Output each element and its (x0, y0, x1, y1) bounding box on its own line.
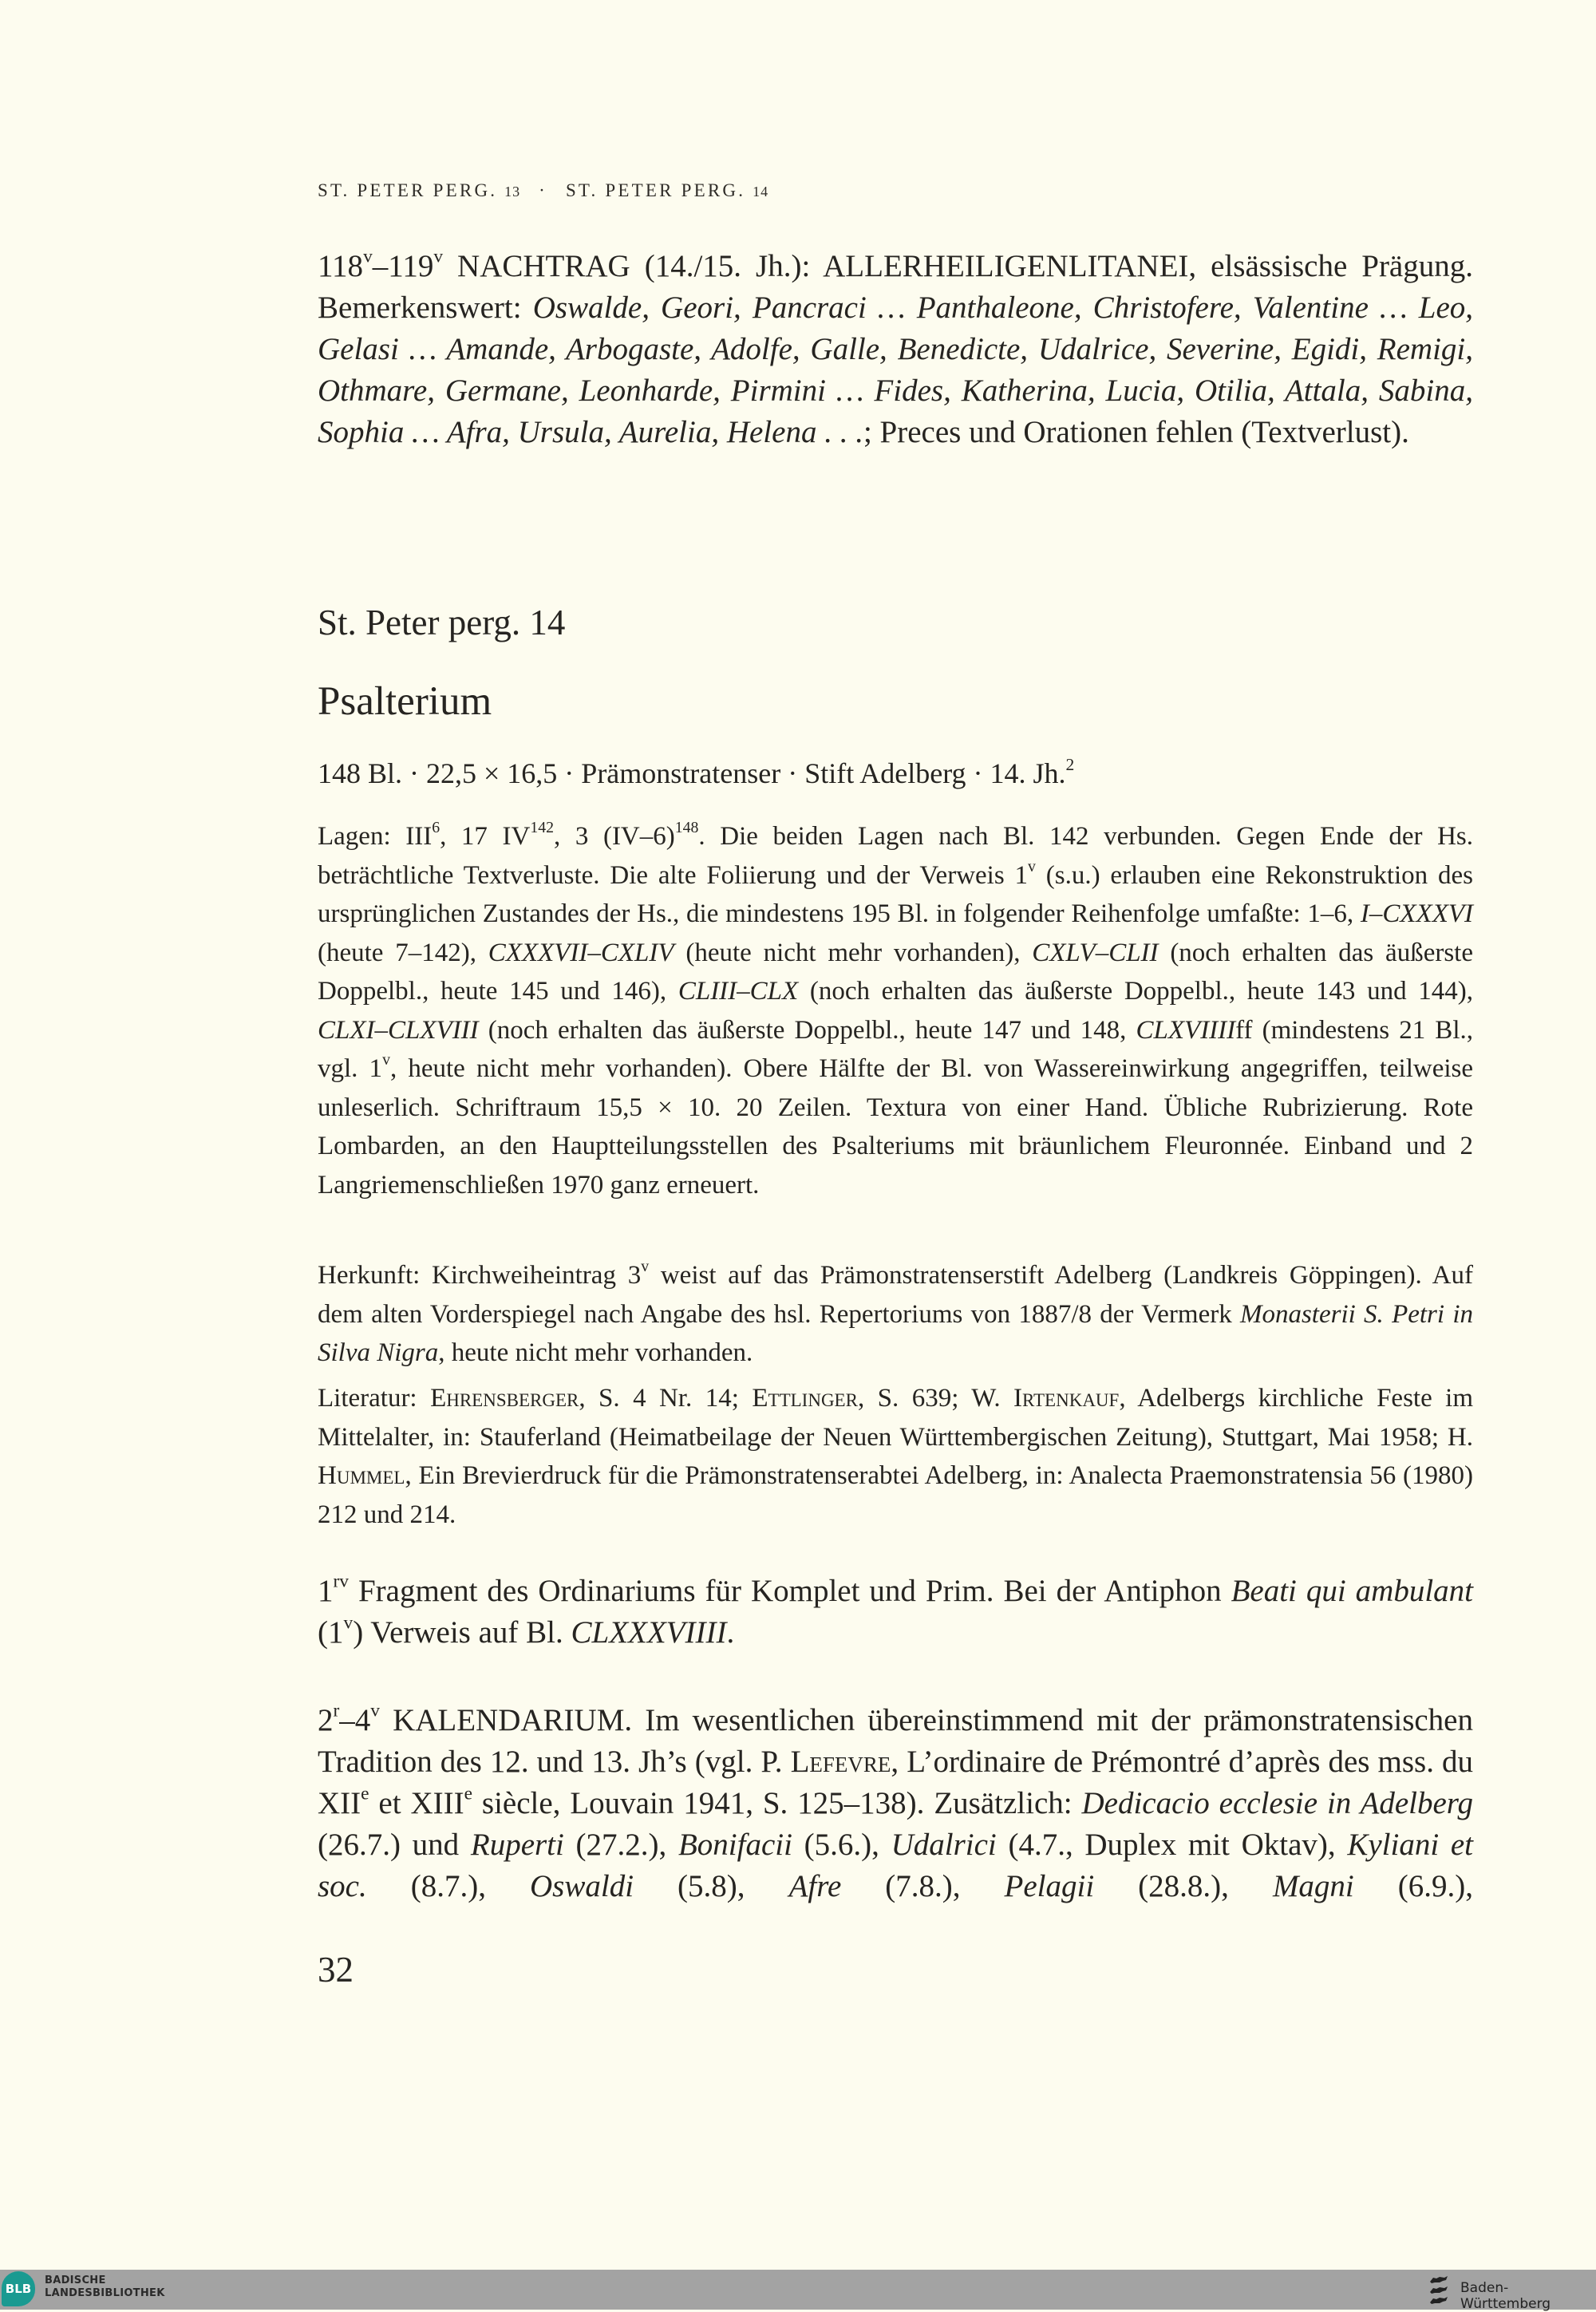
text-run: (5.8), (634, 1869, 789, 1903)
footnote-marker[interactable]: 2 (1065, 754, 1075, 774)
feast-name: Oswaldi (530, 1869, 634, 1903)
three-lions-coat-of-arms-icon (1428, 2274, 1449, 2306)
text-run: (noch erhalten das äußerste Doppelbl., heute 145 und 146), (318, 938, 1473, 1006)
herkunft-paragraph (318, 1256, 1473, 1373)
superscript: rv (333, 1571, 349, 1592)
text-run: (noch erhalten das äußerste Doppelbl., heute 143 und 144), (798, 977, 1473, 1006)
blb-logo-icon[interactable]: BLB (2, 2271, 35, 2306)
author-name: Ehrensberger (430, 1384, 579, 1413)
literatur-paragraph (318, 1379, 1473, 1534)
feast-name: Ruperti (470, 1828, 564, 1862)
page-number: 32 (318, 1950, 354, 1990)
roman-foliation: CLXVIIII (1136, 1015, 1236, 1045)
library-name-line2: LANDESBIBLIOTHEK (45, 2287, 165, 2299)
feast-name: Dedicacio ecclesie in Adelberg (1081, 1786, 1473, 1820)
feast-name: Pelagii (1004, 1869, 1095, 1903)
text-run: ) Verweis auf Bl. (353, 1615, 571, 1650)
folio-ref: 118 (318, 249, 364, 283)
author-name: Lefevre (790, 1745, 891, 1779)
manuscript-title: Psalterium (318, 679, 492, 724)
metadata-text: 148 Bl. · 22,5 × 16,5 · Prämonstratenser · Stift Adelberg · 14. Jh. (318, 757, 1066, 789)
text-run: , Adelbergs kirchliche Feste im Mittelalter, in: Stauferland (Heimatbeilage der Neuen Württembergischen Zeitung), Stuttgart, Mai 1958; H. (318, 1384, 1474, 1452)
viewer-footer-bar (0, 2270, 1596, 2310)
running-head-right: ST. PETER PERG. (565, 180, 746, 200)
manuscript-signature: St. Peter perg. 14 (318, 603, 566, 642)
nachtrag-paragraph (318, 246, 1473, 453)
kalendarium-paragraph (318, 1700, 1473, 1907)
feast-name: Magni (1272, 1869, 1354, 1903)
author-name: Irtenkauf (1013, 1384, 1120, 1413)
folio-ref: –4 (339, 1703, 371, 1737)
text-run: , 3 (IV–6) (554, 822, 675, 851)
superscript: v (1028, 857, 1036, 875)
text-run: , S. 4 Nr. 14; (579, 1384, 753, 1413)
folio-ref: –119 (372, 249, 434, 283)
superscript: e (361, 1783, 369, 1804)
superscript: v (641, 1258, 650, 1276)
antiphon-incipit: Beati qui ambulant (1231, 1574, 1473, 1608)
text-run: , heute nicht mehr vorhanden. (438, 1338, 753, 1367)
saints-list: Oswalde, Geori, Pancraci … Panthaleone, Christofere, Valentine … Leo, Gelasi … Amande, Arbogaste, Adolfe, Galle, Benedicte, Udalrice, Severine, Egidi, Remigi, Othmare, Germane, Leonharde, Pirmini … Fides, Katherina, Lucia, Otilia, Attala, Sabina, Sophia … Afra, Ursula, Aurelia, Helena . . . (318, 290, 1474, 449)
text-run: , heute nicht mehr vorhanden). Obere Hälfte der Bl. von Wassereinwirkung angegriffen, teilweise unleserlich. Schriftraum 15,5 × 10. 20 Zeilen. Textura von einer Hand. Übliche Rubrizierung. Rote Lombarden, an den Hauptteilungsstellen des Psalteriums mit bräunlichem Fleuronnée. Einband und 2 Langriemenschließen 1970 ganz erneuert. (318, 1054, 1473, 1199)
state-name[interactable]: Baden-Württemberg (1460, 2280, 1551, 2312)
nachtrag-intro: NACHTRAG (14./15. Jh.): ALLERHEILIGENLITANEI, elsässische Prägung. Bemerkenswert: (318, 249, 1473, 325)
text-run: , 17 IV (440, 822, 531, 851)
superscript: e (464, 1783, 472, 1804)
roman-foliation: CLXXXVIIII (571, 1615, 727, 1650)
text-run: KALENDARIUM. Im wesentlichen übereinstimmend mit der prämonstratensischen Tradition des 12. und 13. Jh’s (vgl. P. (318, 1703, 1473, 1779)
text-run: et XIII (369, 1786, 464, 1820)
running-head (318, 180, 768, 201)
text-run: , L’ordinaire de Prémontré d’après des mss. du XII (318, 1745, 1474, 1820)
roman-foliation: I–CXXXVI (1360, 899, 1473, 928)
fragment-paragraph (318, 1571, 1473, 1654)
running-head-right-number: 14 (753, 184, 769, 200)
manuscript-metadata (318, 753, 1473, 793)
running-head-left: ST. PETER PERG. (318, 180, 498, 200)
superscript: 6 (432, 819, 440, 837)
feast-name: Bonifacii (678, 1828, 792, 1862)
text-run: . Die beiden Lagen nach Bl. 142 verbunden. Gegen Ende der Hs. beträchtliche Textverluste. Die alte Foliierung und der Verweis 1 (318, 822, 1473, 890)
superscript: 142 (530, 819, 555, 837)
running-head-separator: · (539, 180, 547, 200)
text-run: Fragment des Ordinariums für Komplet und Prim. Bei der Antiphon (349, 1574, 1231, 1608)
superscript: v (370, 1700, 380, 1721)
text-run: Literatur: (318, 1384, 431, 1413)
text-run: Herkunft: Kirchweiheintrag 3 (318, 1261, 642, 1290)
roman-foliation: CLIII–CLX (678, 977, 799, 1006)
text-run: (4.7., Duplex mit Oktav), (996, 1828, 1348, 1862)
text-run: (6.9.), (1353, 1869, 1474, 1903)
text-run: . (726, 1615, 735, 1650)
feast-name: Udalrici (891, 1828, 997, 1862)
text-run: Lagen: III (318, 822, 433, 851)
folio-superscript: v (433, 246, 444, 267)
folio-ref: 2 (318, 1703, 334, 1737)
feast-name: Afre (788, 1869, 842, 1903)
text-run: , Ein Brevierdruck für die Prämonstratenserabtei Adelberg, in: Analecta Praemonstratensia 56 (1980) 212 und 214. (318, 1461, 1473, 1529)
text-run: (27.2.), (563, 1828, 678, 1862)
text-run: (heute nicht mehr vorhanden), (674, 938, 1033, 967)
text-run: ff (mindestens 21 Bl., vgl. 1 (318, 1015, 1473, 1083)
text-run: (5.6.), (792, 1828, 891, 1862)
folio-superscript: v (363, 246, 373, 267)
superscript: v (343, 1612, 354, 1634)
superscript: r (333, 1700, 340, 1721)
running-head-left-number: 13 (504, 184, 521, 200)
superscript: v (382, 1051, 390, 1069)
roman-foliation: CLXI–CLXVIII (318, 1015, 479, 1045)
library-name[interactable] (45, 2274, 165, 2300)
text-run: weist auf das Prämonstratenserstift Adelberg (Landkreis Göppingen). Auf dem alten Vorderspiegel nach Angabe des hsl. Repertoriums von 1887/8 der Vermerk (318, 1261, 1473, 1329)
text-run: (1 (318, 1615, 344, 1650)
text-run: (noch erhalten das äußerste Doppelbl., heute 147 und 148, (478, 1015, 1136, 1045)
feast-name: Kyliani et soc. (318, 1828, 1474, 1903)
author-name: Hummel (318, 1461, 405, 1490)
lions-svg (1428, 2274, 1449, 2306)
nachtrag-tail: ; Preces und Orationen fehlen (Textverlust). (863, 415, 1409, 449)
text-run: (heute 7–142), (318, 938, 488, 967)
library-name-line1: BADISCHE (45, 2274, 106, 2286)
text-run: (8.7.), (366, 1869, 531, 1903)
text-run: (s.u.) erlauben eine Rekonstruktion des ursprünglichen Zustandes der Hs., die mindestens 195 Bl. in folgender Reihenfolge umfaßte: 1–6, (318, 860, 1473, 928)
text-run: (28.8.), (1094, 1869, 1273, 1903)
roman-foliation: CXLV–CLII (1032, 938, 1159, 967)
superscript: 148 (674, 819, 699, 837)
text-run: , S. 639; W. (857, 1384, 1014, 1413)
lagen-paragraph (318, 817, 1473, 1204)
roman-foliation: CXXXVII–CXLIV (488, 938, 674, 967)
author-name: Ettlinger (752, 1384, 858, 1413)
provenance-note: Monasterii S. Petri in Silva Nigra (318, 1299, 1473, 1367)
text-run: siècle, Louvain 1941, S. 125–138). Zusätzlich: (472, 1786, 1082, 1820)
folio-ref: 1 (318, 1574, 334, 1608)
text-run: (7.8.), (841, 1869, 1005, 1903)
text-run: (26.7.) und (318, 1828, 471, 1862)
